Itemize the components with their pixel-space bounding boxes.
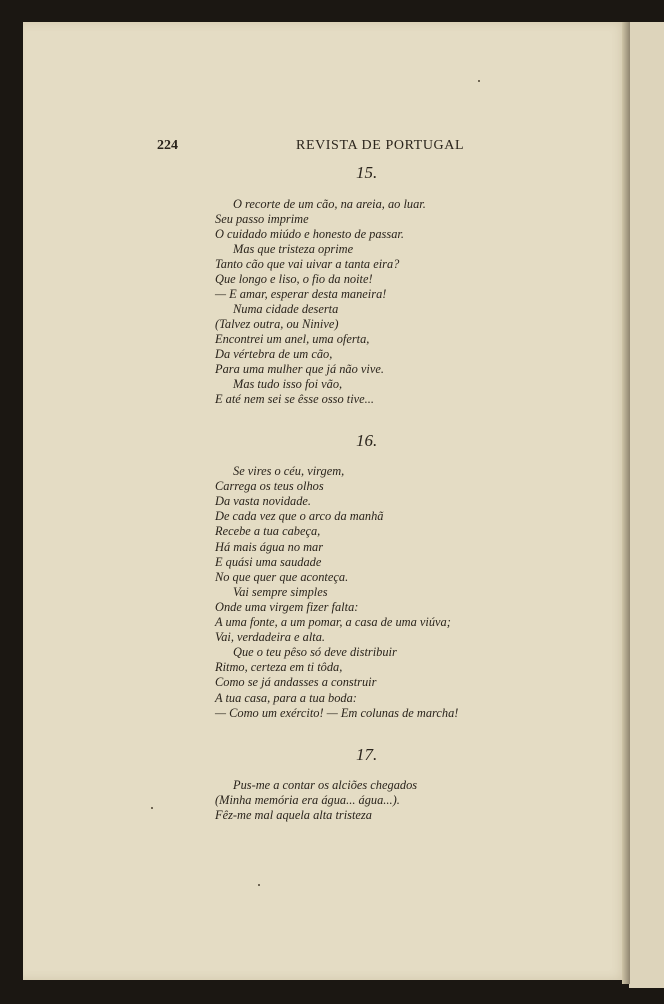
poem-line: Para uma mulher que já não vive.	[215, 362, 384, 376]
poem-line: Carrega os teus olhos	[215, 479, 324, 494]
poem-line: Tanto cão que vai uivar a tanta eira?	[215, 257, 400, 271]
poem-line: Se vires o céu, virgem,	[233, 464, 345, 478]
poem-line: De cada vez que o arco da manhã	[215, 509, 384, 524]
poem-line: Mas tudo isso foi vão,	[233, 377, 343, 391]
poem-line: (Talvez outra, ou Ninive)	[215, 317, 339, 331]
poem-line: — Como um exército! — Em colunas de marcha!	[215, 705, 459, 720]
poem-line: Vai sempre simples	[233, 584, 328, 599]
book-page	[23, 22, 627, 980]
facing-page-edge	[629, 22, 664, 988]
running-title: REVISTA DE PORTUGAL	[296, 138, 465, 153]
poem-line: Como se já andasses a construir	[215, 675, 377, 690]
poem-line: Pus-me a contar os alciões chegados	[233, 778, 418, 792]
book-gutter	[622, 22, 630, 984]
poem-line: O recorte de um cão, na areia, ao luar.	[233, 197, 426, 211]
poem-line: Fêz-me mal aquela alta tristeza	[215, 808, 372, 823]
poem-line: — E amar, esperar desta maneira!	[215, 287, 387, 301]
poem-line: Mas que tristeza oprime	[233, 242, 354, 256]
poem-line: Da vasta novidade.	[215, 494, 312, 509]
poem-line: No que quer que aconteça.	[215, 569, 349, 584]
paper-speck	[151, 807, 153, 809]
poem-line: Há mais água no mar	[215, 539, 324, 554]
poem-line: Onde uma virgem fizer falta:	[215, 599, 359, 614]
poem-line: Vai, verdadeira e alta.	[215, 630, 326, 645]
poem-line: A tua casa, para a tua boda:	[215, 690, 357, 705]
poem-line: Seu passo imprime	[215, 212, 309, 226]
poem-line: O cuidado miúdo e honesto de passar.	[215, 227, 404, 241]
poem-line: Numa cidade deserta	[233, 302, 339, 316]
poem-line: Recebe a tua cabeça,	[215, 524, 321, 539]
paper-speck	[258, 884, 260, 886]
poem-line: A uma fonte, a um pomar, a casa de uma viúva;	[215, 615, 451, 629]
poem-line: Que o teu pêso só deve distribuir	[233, 645, 397, 660]
page-number: 224	[157, 138, 178, 153]
poem-line: Que longo e liso, o fio da noite!	[215, 272, 373, 286]
paper-speck	[478, 80, 480, 82]
poem-line: Encontrei um anel, uma oferta,	[215, 332, 370, 346]
page-header	[23, 138, 627, 158]
poem-number: 17.	[356, 745, 378, 764]
poem-number: 15.	[356, 163, 378, 182]
poem-line: (Minha memória era água... água...).	[215, 793, 400, 808]
poem-line: E quási uma saudade	[215, 554, 322, 569]
poem-line: E até nem sei se êsse osso tive...	[215, 392, 374, 406]
poem-line: Da vértebra de um cão,	[215, 347, 333, 361]
poem-number: 16.	[356, 431, 378, 450]
poem-line: Ritmo, certeza em ti tôda,	[215, 660, 343, 675]
